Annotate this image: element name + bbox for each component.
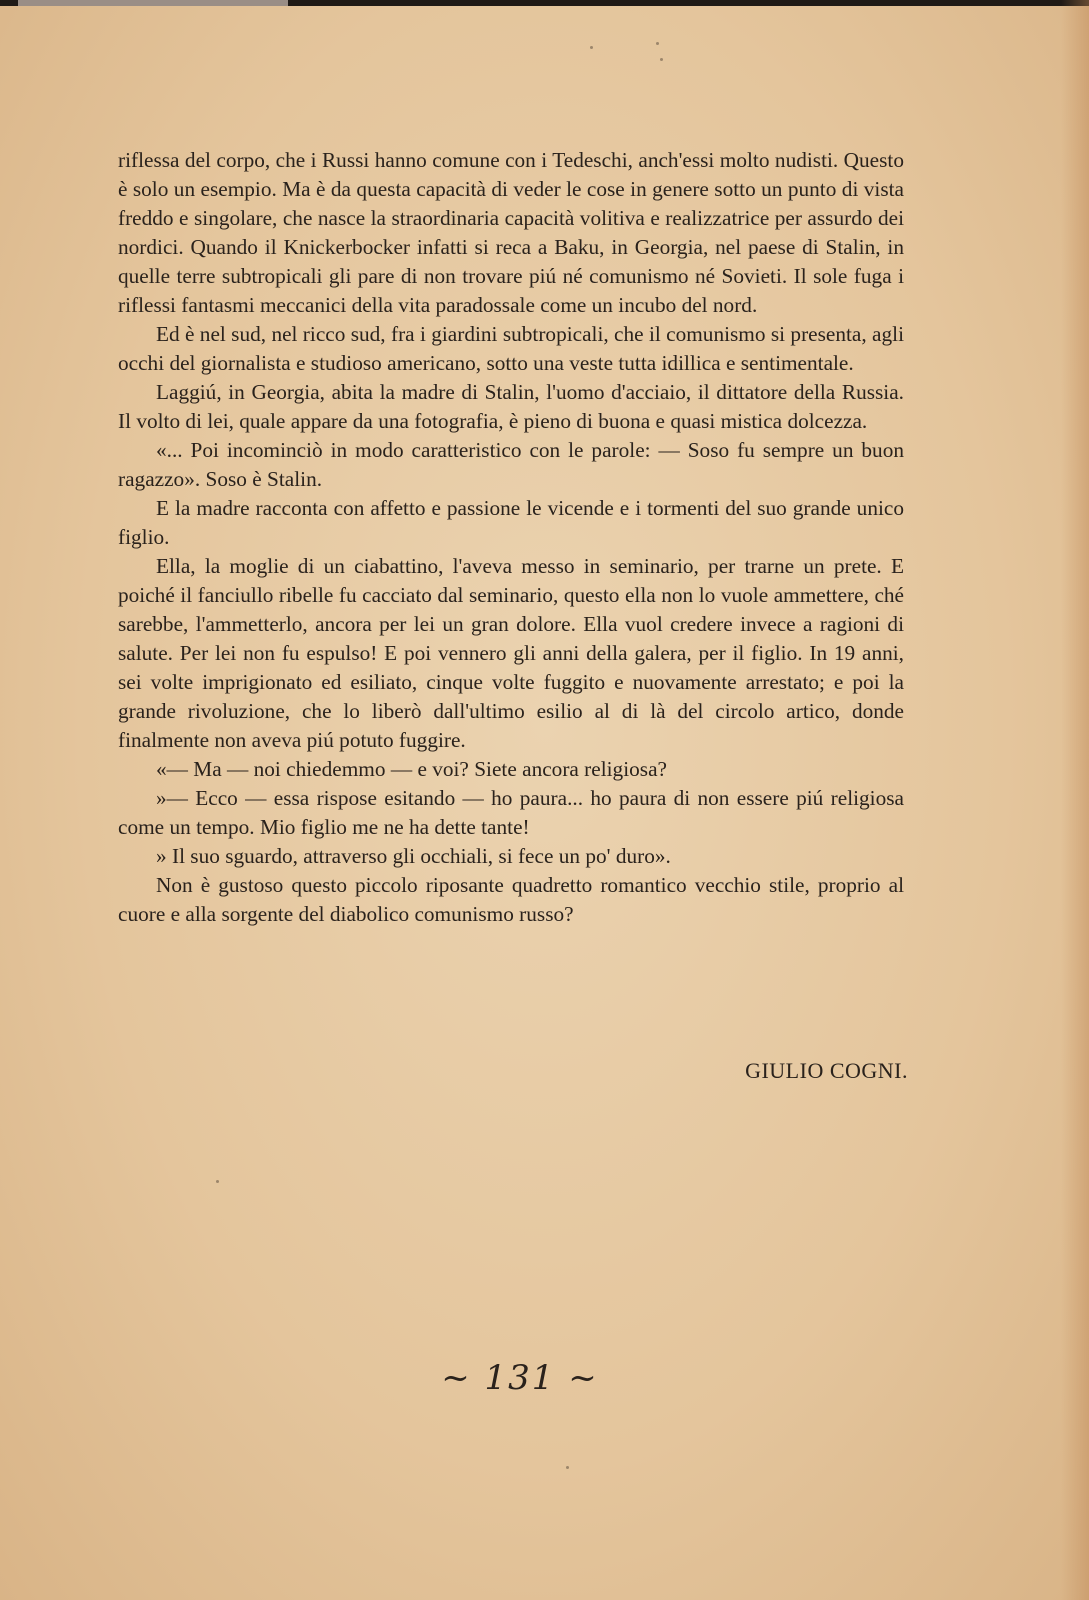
paragraph-2: Ed è nel sud, nel ricco sud, fra i giardini subtropicali, che il comunismo si presenta, agli occhi del giornalista e studioso americano, sotto una veste tutta idillica e sentimentale. [118, 322, 904, 375]
paragraph-10: Non è gustoso questo piccolo riposante quadretto romantico vecchio stile, proprio al cuore e alla sorgente del diabolico comunismo russo? [118, 873, 904, 926]
paper-speck [216, 1180, 219, 1183]
paper-speck [656, 42, 659, 45]
page-edge-shadow [1061, 0, 1089, 1600]
paragraph-4: «... Poi incominciò in modo caratteristico con le parole: — Soso fu sempre un buon ragazzo». Soso è Stalin. [118, 438, 904, 491]
paragraph-3: Laggiú, in Georgia, abita la madre di Stalin, l'uomo d'acciaio, il dittatore della Russia. Il volto di lei, quale appare da una fotografia, è pieno di buona e quasi mistica dolcezza. [118, 380, 904, 433]
page-number: ~ 131 ~ [441, 1358, 599, 1398]
paragraph-8: »— Ecco — essa rispose esitando — ho paura... ho paura di non essere piú religiosa come un tempo. Mio figlio me ne ha dette tante! [118, 786, 904, 839]
article-body [118, 146, 904, 929]
paper-speck [590, 46, 593, 49]
paragraph-9: » Il suo sguardo, attraverso gli occhiali, si fece un po' duro». [156, 844, 671, 868]
paragraph-1: riflessa del corpo, che i Russi hanno comune con i Tedeschi, anch'essi molto nudisti. Questo è solo un esempio. Ma è da questa capacità di veder le cose in genere sotto un punto di vista freddo e singolare, che nasce la straordinaria capacità volitiva e realizzatrice per assurdo dei nordici. Quando il Knickerbocker infatti si reca a Baku, in Georgia, nel paese di Stalin, in quelle terre subtropicali gli pare di non trovare piú né comunismo né Sovieti. Il sole fuga i riflessi fantasmi meccanici della vita paradossale come un incubo del nord. [118, 148, 904, 317]
paragraph-6: Ella, la moglie di un ciabattino, l'aveva messo in seminario, per trarne un prete. E poiché il fanciullo ribelle fu cacciato dal seminario, questo ella non lo vuole ammettere, ché sarebbe, l'ammetterlo, ancora per lei un gran dolore. Ella vuol credere invece a ragioni di salute. Per lei non fu espulso! E poi vennero gli anni della galera, per il figlio. In 19 anni, sei volte imprigionato ed esiliato, cinque volte fuggito e nuovamente arrestato; e poi la grande rivoluzione, che lo liberò dall'ultimo esilio al di là del circolo artico, donde finalmente non aveva piú potuto fuggire. [118, 554, 904, 752]
author-signature: GIULIO COGNI. [745, 1058, 908, 1083]
paper-speck [660, 58, 663, 61]
scan-top-edge-light [18, 0, 288, 6]
paragraph-7: «— Ma — noi chiedemmo — e voi? Siete ancora religiosa? [156, 757, 667, 781]
paper-speck [566, 1466, 569, 1469]
paragraph-5: E la madre racconta con affetto e passione le vicende e i tormenti del suo grande unico figlio. [118, 496, 904, 549]
scan-top-edge [0, 0, 1089, 6]
